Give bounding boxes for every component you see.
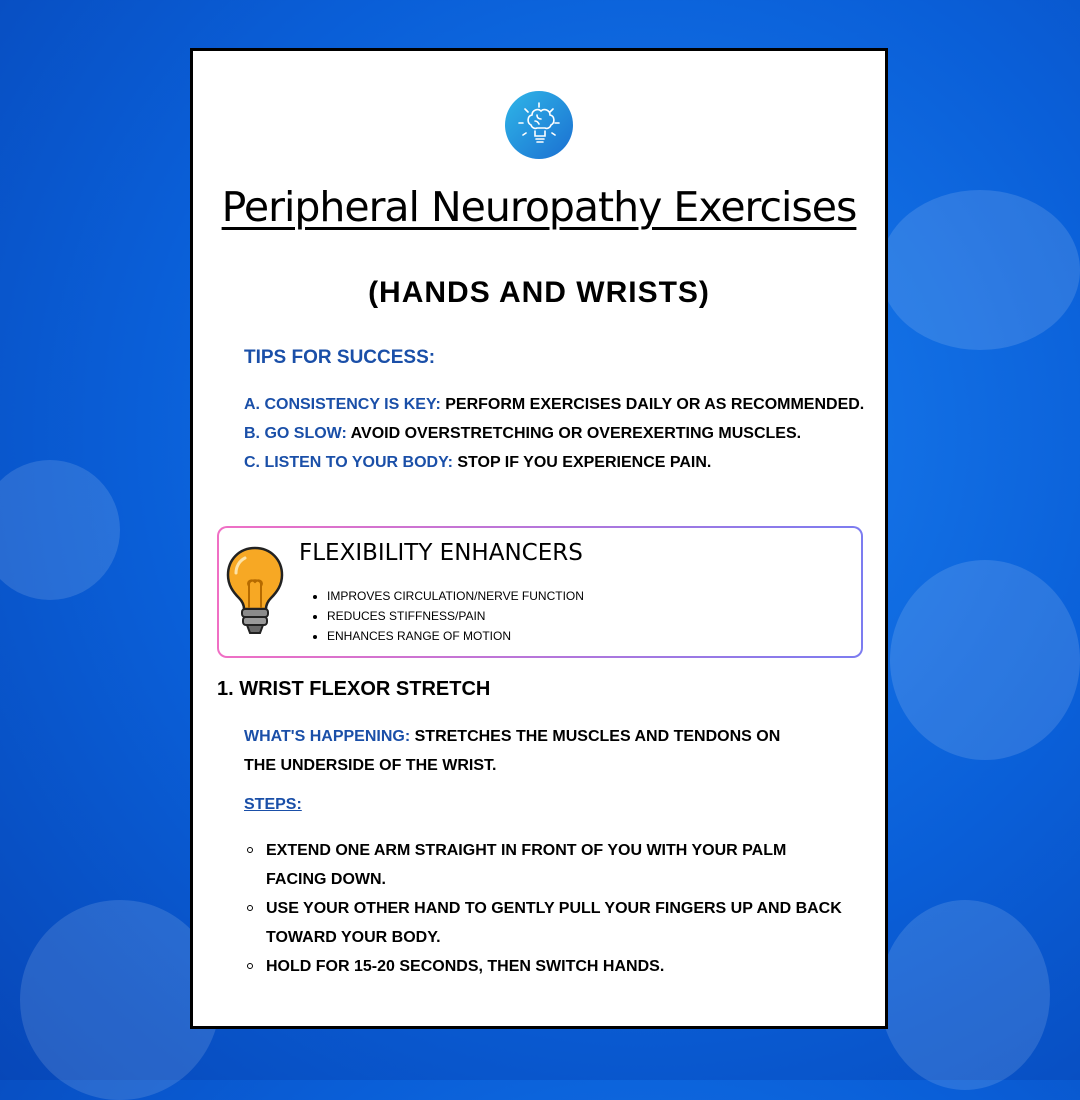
list-item bbox=[244, 836, 844, 894]
tip-label: B. GO SLOW: bbox=[244, 425, 347, 442]
step-text: HOLD FOR 15-20 SECONDS, THEN SWITCH HANDS. bbox=[266, 958, 665, 975]
list-item bbox=[244, 894, 844, 952]
bullet-ring-icon bbox=[247, 847, 253, 853]
callout-title: FLEXIBILITY ENHANCERS bbox=[299, 540, 583, 566]
callout-list bbox=[327, 586, 584, 646]
tip-item bbox=[244, 396, 864, 414]
brain-lightbulb-icon bbox=[505, 91, 573, 159]
description-label: WHAT'S HAPPENING: bbox=[244, 728, 411, 745]
tips-heading: TIPS FOR SUCCESS: bbox=[244, 347, 436, 368]
exercise-title: 1. WRIST FLEXOR STRETCH bbox=[217, 678, 491, 700]
bullet-ring-icon bbox=[247, 905, 253, 911]
page-subtitle: (HANDS AND WRISTS) bbox=[368, 276, 710, 309]
background-bokeh bbox=[890, 560, 1080, 760]
step-text: EXTEND ONE ARM STRAIGHT IN FRONT OF YOU WITH YOUR PALM FACING DOWN. bbox=[266, 842, 787, 888]
background-bokeh bbox=[880, 190, 1080, 350]
list-item: • ENHANCES RANGE OF MOTION bbox=[327, 626, 584, 646]
steps-list bbox=[244, 836, 844, 981]
description-text: STRETCHES THE MUSCLES AND TENDONS ON THE UNDERSIDE OF THE WRIST. bbox=[244, 728, 781, 774]
document-page bbox=[190, 48, 888, 1029]
step-text: USE YOUR OTHER HAND TO GENTLY PULL YOUR FINGERS UP AND BACK TOWARD YOUR BODY. bbox=[266, 900, 842, 946]
tip-text: STOP IF YOU EXPERIENCE PAIN. bbox=[452, 454, 712, 471]
list-item bbox=[244, 952, 844, 981]
tip-label: A. CONSISTENCY IS KEY: bbox=[244, 396, 441, 413]
list-item: • REDUCES STIFFNESS/PAIN bbox=[327, 606, 584, 626]
steps-heading: STEPS: bbox=[244, 796, 302, 813]
lightbulb-icon bbox=[223, 544, 287, 644]
tip-label: C. LISTEN TO YOUR BODY: bbox=[244, 454, 453, 471]
background-bokeh bbox=[0, 460, 120, 600]
tip-item bbox=[244, 454, 711, 472]
list-item: • IMPROVES CIRCULATION/NERVE FUNCTION bbox=[327, 586, 584, 606]
bullet-ring-icon bbox=[247, 963, 253, 969]
flexibility-callout bbox=[217, 526, 863, 658]
exercise-description bbox=[244, 722, 804, 780]
page-title: Peripheral Neuropathy Exercises bbox=[221, 183, 857, 231]
tip-text: PERFORM EXERCISES DAILY OR AS RECOMMENDED. bbox=[440, 396, 865, 413]
tip-text: AVOID OVERSTRETCHING OR OVEREXERTING MUSCLES. bbox=[346, 425, 802, 442]
background-bokeh bbox=[880, 900, 1050, 1090]
tip-item bbox=[244, 425, 801, 443]
